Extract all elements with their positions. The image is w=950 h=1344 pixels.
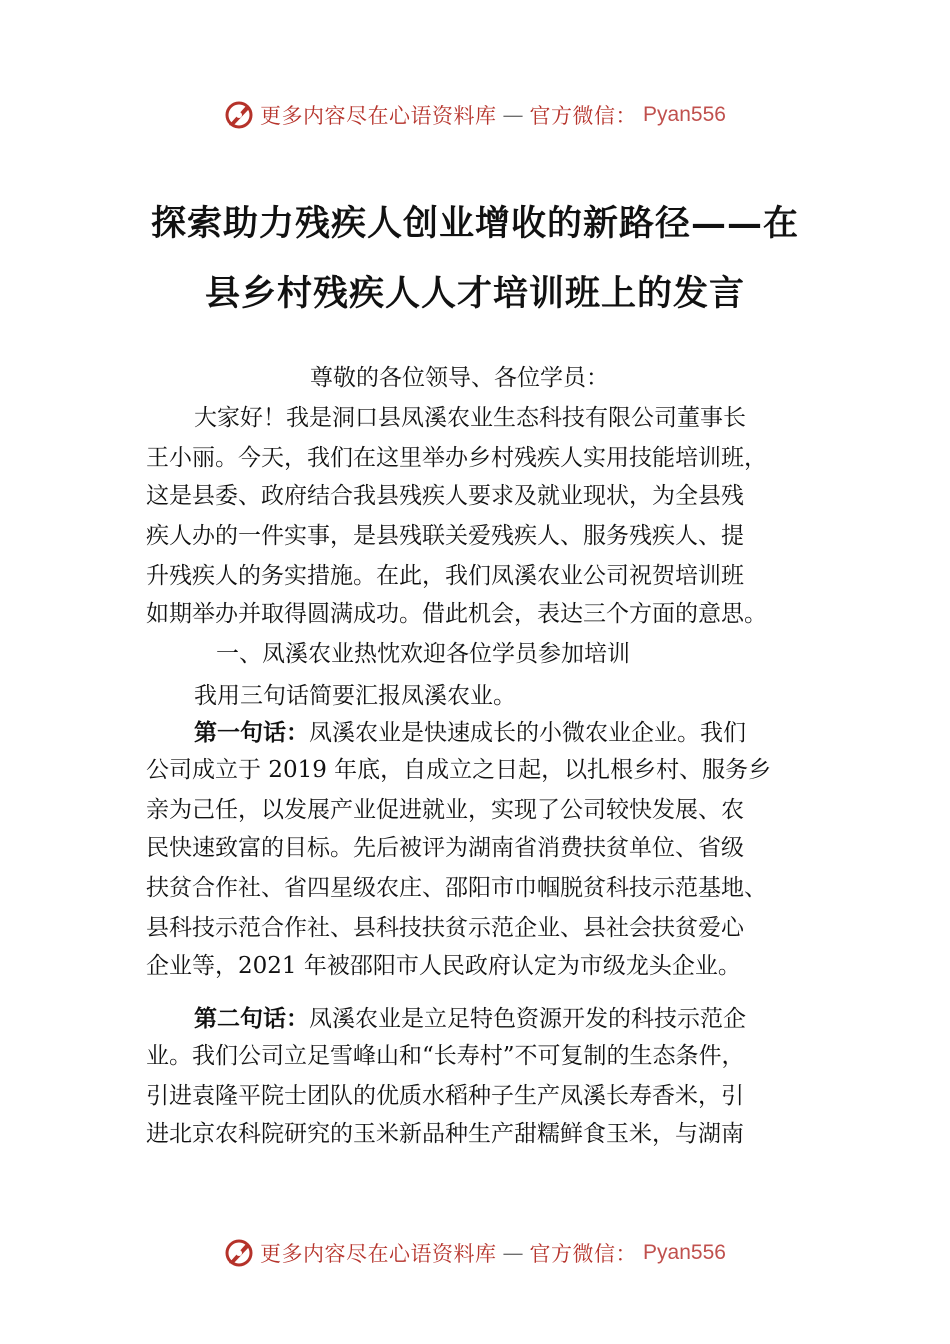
header-watermark — [0, 98, 950, 132]
paragraph-1-line-4: 疾人办的一件实事，是县残联关爱残疾人、服务残疾人、提 — [146, 523, 744, 549]
quill-seal-logo-icon — [224, 100, 254, 130]
sentence-2-line-2: 业。我们公司立足雪峰山和“长寿村”不可复制的生态条件， — [146, 1043, 745, 1069]
sentence-1-first-line — [194, 717, 854, 748]
paragraph-1-line-1: 大家好！我是洞口县凤溪农业生态科技有限公司董事长 — [194, 405, 746, 431]
sentence-2-first-line — [194, 1003, 854, 1034]
watermark-wechat-id: Pyan556 — [643, 1241, 726, 1264]
sentence-1-line-6: 县科技示范合作社、县科技扶贫示范企业、县社会扶贫爱心 — [146, 915, 744, 941]
paragraph-1-line-3: 这是县委、政府结合我县残疾人要求及就业现状，为全县残 — [146, 483, 744, 509]
paragraph-1-line-6: 如期举办并取得圆满成功。借此机会，表达三个方面的意思。 — [146, 601, 767, 627]
sentence-1-line-4: 民快速致富的目标。先后被评为湖南省消费扶贫单位、省级 — [146, 835, 744, 861]
sentence-2-line-4: 进北京农科院研究的玉米新品种生产甜糯鲜食玉米，与湖南 — [146, 1121, 744, 1147]
sentence-1-line-3: 亲为己任，以发展产业促进就业，实现了公司较快发展、农 — [146, 797, 744, 823]
sentence-1-line-2: 公司成立于 2019 年底，自成立之日起，以扎根乡村、服务乡 — [146, 757, 772, 783]
watermark-wechat-id: Pyan556 — [643, 103, 726, 126]
sentence-2-line-3: 引进袁隆平院士团队的优质水稻种子生产凤溪长寿香米，引 — [146, 1083, 744, 1109]
paragraph-1-line-5: 升残疾人的务实措施。在此，我们凤溪农业公司祝贺培训班 — [146, 563, 744, 589]
watermark-dash: — — [502, 1241, 524, 1265]
sentence-1-line-5: 扶贫合作社、省四星级农庄、邵阳市巾帼脱贫科技示范基地、 — [146, 875, 767, 901]
watermark-dash: — — [502, 103, 524, 127]
document-title-line-1: 探索助力残疾人创业增收的新路径——在 — [150, 203, 799, 244]
watermark-label: 官方微信： — [529, 104, 638, 128]
paragraph-1-line-2: 王小丽。今天，我们在这里举办乡村残疾人实用技能培训班， — [146, 445, 767, 471]
section-heading-1: 一、凤溪农业热忱欢迎各位学员参加培训 — [216, 641, 630, 667]
quill-seal-logo-icon — [224, 1238, 254, 1268]
paragraph-2: 我用三句话简要汇报凤溪农业。 — [194, 683, 516, 709]
watermark-text: 更多内容尽在心语资料库 — [260, 1242, 497, 1266]
sentence-2-lead: 第二句话： — [194, 1005, 309, 1031]
sentence-1-line-7: 企业等，2021 年被邵阳市人民政府认定为市级龙头企业。 — [146, 953, 741, 979]
document-title-line-2: 县乡村残疾人人才培训班上的发言 — [204, 273, 745, 314]
salutation: 尊敬的各位领导、各位学员： — [310, 365, 609, 391]
sentence-2-text: 凤溪农业是立足特色资源开发的科技示范企 — [309, 1006, 746, 1032]
watermark-text: 更多内容尽在心语资料库 — [260, 104, 497, 128]
watermark-label: 官方微信： — [529, 1242, 638, 1266]
sentence-1-text: 凤溪农业是快速成长的小微农业企业。我们 — [309, 720, 746, 746]
sentence-1-lead: 第一句话： — [194, 719, 309, 745]
footer-watermark — [0, 1236, 950, 1270]
